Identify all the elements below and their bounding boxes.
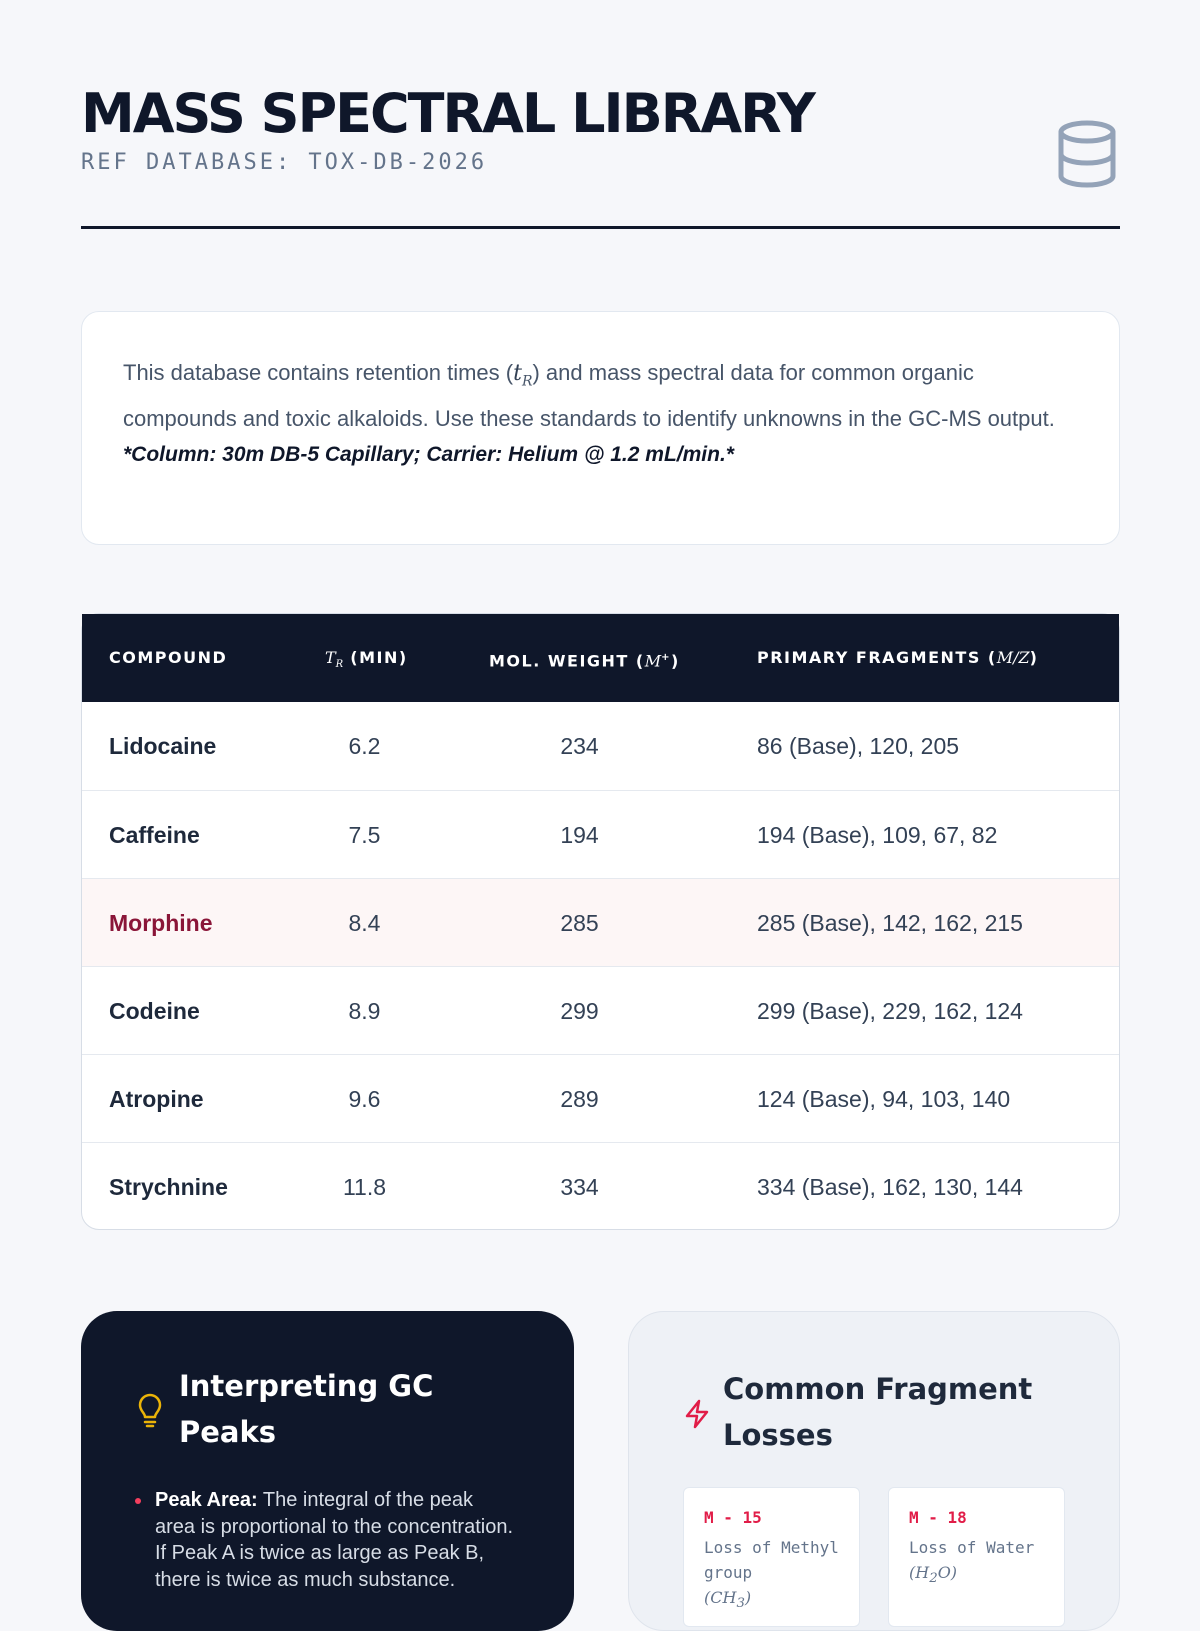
compound-cell: Lidocaine [109, 733, 217, 759]
compound-cell: Atropine [109, 1086, 204, 1112]
loss-desc: Loss of Methyl group $(CH_3)$ [704, 1538, 839, 1612]
fragments-cell: 86 (Base), 120, 205 [757, 733, 960, 759]
retention-time-cell: 8.9 [348, 998, 381, 1024]
compound-cell: Caffeine [109, 822, 200, 848]
col-retention-time: $T_R$ (MIN) [325, 648, 408, 671]
retention-time-cell: 9.6 [348, 1086, 381, 1112]
compound-cell: Morphine [109, 910, 213, 936]
table-row [82, 966, 1119, 1054]
mol-weight-cell: 285 [560, 910, 599, 936]
compound-table [81, 613, 1120, 1230]
column-note: *Column: 30m DB-5 Capillary; Carrier: Helium @ 1.2 mL/min.* [123, 443, 734, 467]
loss-card-methyl [683, 1487, 860, 1627]
table-row [82, 702, 1119, 790]
fragments-cell: 334 (Base), 162, 130, 144 [757, 1174, 1023, 1200]
intro-text: This database contains retention times $(t_R)$ and mass spectral data for common organic compounds and toxic alkaloids. Use these standards to identify unknowns in the GC-MS output. [123, 360, 1055, 432]
interpreting-title: Interpreting GC Peaks [179, 1369, 434, 1449]
compound-cell: Strychnine [109, 1174, 228, 1200]
fragments-cell: 124 (Base), 94, 103, 140 [757, 1086, 1011, 1112]
table-row [82, 1054, 1119, 1142]
interpreting-card [81, 1311, 574, 1631]
mol-weight-cell: 289 [560, 1086, 599, 1112]
interpreting-list [155, 1487, 515, 1593]
col-fragments: PRIMARY FRAGMENTS (M/Z) [757, 648, 1039, 667]
loss-code: M - 15 [704, 1508, 762, 1527]
mol-weight-cell: 194 [560, 822, 599, 848]
database-icon [1055, 120, 1119, 188]
mol-weight-cell: 234 [560, 733, 599, 759]
compound-cell: Codeine [109, 998, 200, 1024]
retention-time-cell: 6.2 [348, 733, 381, 759]
table-row [82, 878, 1119, 966]
retention-time-cell: 8.4 [348, 910, 381, 936]
fragments-cell: 194 (Base), 109, 67, 82 [757, 822, 998, 848]
table-header [82, 614, 1119, 702]
table-row [82, 790, 1119, 878]
fragments-cell: 285 (Base), 142, 162, 215 [757, 910, 1023, 936]
lightbulb-icon [137, 1395, 163, 1429]
list-item: Peak Area: The integral of the peak area is proportional to the concentration. If Peak A is twice as large as Peak B, there is twice as much substance. [155, 1487, 515, 1593]
page-subtitle: REF DATABASE: TOX-DB-2026 [81, 150, 488, 175]
page-header [81, 82, 1120, 175]
retention-time-cell: 11.8 [342, 1174, 387, 1200]
table-body [82, 702, 1119, 1230]
mol-weight-cell: 299 [560, 998, 599, 1024]
fragments-cell: 299 (Base), 229, 162, 124 [757, 998, 1023, 1024]
loss-card-water [888, 1487, 1065, 1627]
col-mol-weight: MOL. WEIGHT (M+) [489, 651, 680, 671]
fragment-losses-card [628, 1311, 1120, 1631]
page-title: MASS SPECTRAL LIBRARY [81, 82, 814, 145]
header-divider [81, 226, 1120, 229]
losses-title: Common Fragment Losses [723, 1372, 1033, 1452]
col-compound: COMPOUND [109, 648, 228, 667]
lightning-icon [684, 1399, 710, 1429]
loss-code: M - 18 [909, 1508, 967, 1527]
mol-weight-cell: 334 [560, 1174, 599, 1200]
loss-desc: Loss of Water $(H_2O)$ [909, 1538, 1035, 1587]
retention-time-cell: 7.5 [348, 822, 381, 848]
intro-panel [81, 311, 1120, 545]
table-row [82, 1142, 1119, 1230]
